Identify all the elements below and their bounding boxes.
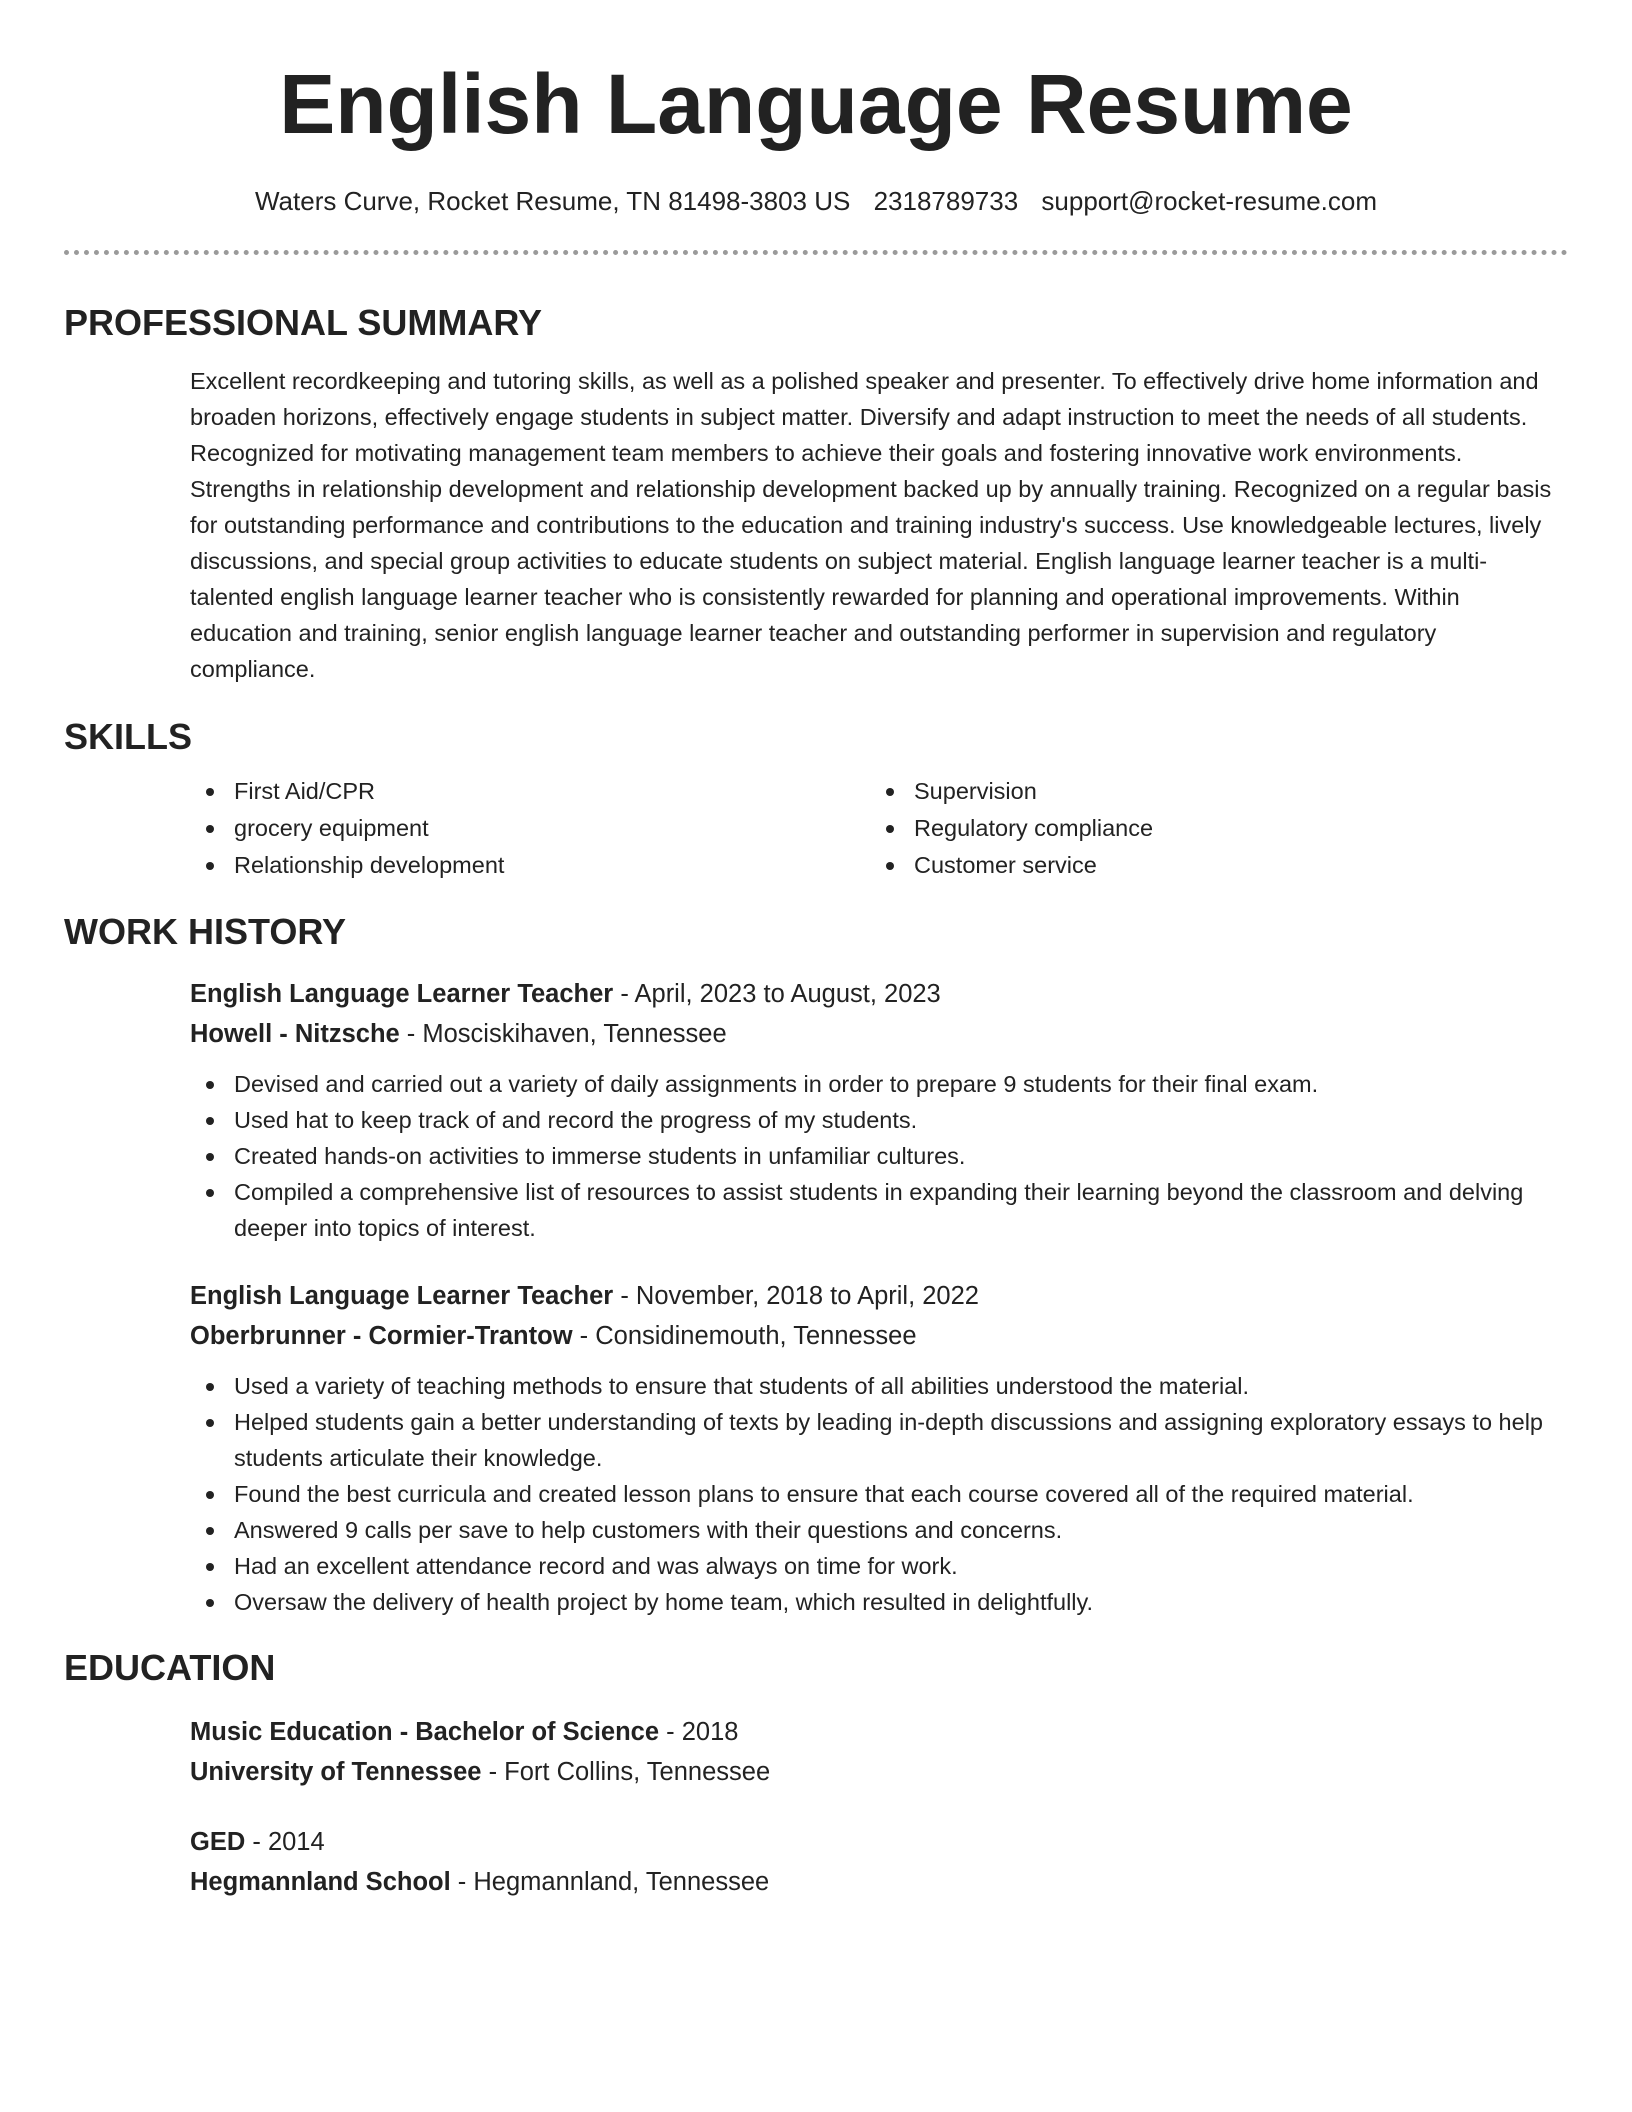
education-heading: EDUCATION (64, 1647, 276, 1688)
job-title-line (190, 974, 1568, 1014)
job-bullet: Helped students gain a better understanding of texts by leading in-depth discussions and assigning exploratory essays to help students articulate their knowledge. (190, 1404, 1568, 1476)
education-school-line (190, 1752, 1568, 1792)
resume-title: English Language Resume (279, 57, 1353, 151)
education-degree-line (190, 1822, 1568, 1862)
education-school: University of Tennessee (190, 1758, 482, 1786)
job-title: English Language Learner Teacher (190, 1282, 614, 1310)
job-location: Mosciskihaven, Tennessee (422, 1020, 727, 1048)
skill-item: First Aid/CPR (190, 773, 870, 810)
job-company: Howell - Nitzsche (190, 1020, 400, 1048)
education-section (190, 1712, 1568, 1902)
job-bullet: Devised and carried out a variety of daily assignments in order to prepare 9 students for their final exam. (190, 1066, 1568, 1102)
education-school: Hegmannland School (190, 1868, 451, 1896)
job-bullet: Used a variety of teaching methods to ensure that students of all abilities understood the material. (190, 1368, 1568, 1404)
work-heading: WORK HISTORY (64, 911, 347, 952)
job-bullets (190, 1368, 1568, 1620)
skill-item: grocery equipment (190, 810, 870, 847)
skills-section (190, 773, 1568, 884)
education-degree: Music Education - Bachelor of Science (190, 1718, 660, 1746)
skill-item: Relationship development (190, 847, 870, 884)
header-divider (64, 250, 1568, 255)
education-degree: GED (190, 1828, 246, 1856)
skills-heading: SKILLS (64, 716, 193, 757)
skill-item: Customer service (870, 847, 1550, 884)
contact-address: Waters Curve, Rocket Resume, TN 81498-3803 US (254, 186, 851, 216)
job-bullet: Answered 9 calls per save to help customers with their questions and concerns. (190, 1512, 1568, 1548)
job-bullet: Used hat to keep track of and record the progress of my students. (190, 1102, 1568, 1138)
job-bullet: Oversaw the delivery of health project by home team, which resulted in delightfully. (190, 1584, 1568, 1620)
job-entry (190, 1276, 1568, 1620)
date-connector: to (823, 1282, 858, 1310)
separator: - (613, 1282, 636, 1310)
education-year: 2018 (681, 1718, 739, 1746)
separator: - (481, 1758, 505, 1786)
separator: - (613, 980, 635, 1008)
date-connector: to (756, 980, 791, 1008)
job-company-line (190, 1014, 1568, 1054)
education-entry (190, 1712, 1568, 1792)
summary-section (190, 363, 1568, 687)
skill-item: Supervision (870, 773, 1550, 810)
contact-line (64, 184, 1568, 218)
job-bullet: Had an excellent attendance record and was always on time for work. (190, 1548, 1568, 1584)
skill-item: Regulatory compliance (870, 810, 1550, 847)
contact-phone[interactable]: 2318789733 (873, 186, 1019, 216)
education-location: Hegmannland, Tennessee (473, 1868, 770, 1896)
job-bullet: Created hands-on activities to immerse students in unfamiliar cultures. (190, 1138, 1568, 1174)
job-bullet: Compiled a comprehensive list of resources to assist students in expanding their learning beyond the classroom and delving deeper into topics of interest. (190, 1174, 1568, 1246)
separator: - (399, 1020, 423, 1048)
summary-heading: PROFESSIONAL SUMMARY (64, 302, 543, 343)
job-entry (190, 974, 1568, 1246)
contact-email[interactable]: support@rocket-resume.com (1041, 186, 1378, 216)
education-year: 2014 (267, 1828, 325, 1856)
job-bullet: Found the best curricula and created lesson plans to ensure that each course covered all of the required material. (190, 1476, 1568, 1512)
job-end: August, 2023 (790, 980, 941, 1008)
education-degree-line (190, 1712, 1568, 1752)
resume-page (64, 0, 1568, 1902)
job-end: April, 2022 (857, 1282, 979, 1310)
job-company: Oberbrunner - Cormier-Trantow (190, 1322, 573, 1350)
separator: - (450, 1868, 474, 1896)
job-title: English Language Learner Teacher (190, 980, 614, 1008)
job-company-line (190, 1316, 1568, 1356)
job-bullets (190, 1066, 1568, 1246)
separator: - (572, 1322, 596, 1350)
separator: - (245, 1828, 268, 1856)
education-entry (190, 1822, 1568, 1902)
education-location: Fort Collins, Tennessee (504, 1758, 771, 1786)
work-section (190, 974, 1568, 1620)
job-start: April, 2023 (634, 980, 757, 1008)
summary-text: Excellent recordkeeping and tutoring skills, as well as a polished speaker and presenter. To effectively drive home information and broaden horizons, effectively engage students in subject matter. Diversify and adapt instruction to meet the needs of all students. Recognized for motivating management team members to achieve their goals and fostering innovative work environments. Strengths in relationship development and relationship development backed up by annually training. Recognized on a regular basis for outstanding performance and contributions to the education and training industry's success. Use knowledgeable lectures, lively discussions, and special group activities to educate students on subject material. English language learner teacher is a multi-talented english language learner teacher who is consistently rewarded for planning and operational improvements. Within education and training, senior english language learner teacher and outstanding performer in supervision and regulatory compliance. (190, 368, 1552, 682)
job-start: November, 2018 (635, 1282, 824, 1310)
separator: - (659, 1718, 682, 1746)
education-school-line (190, 1862, 1568, 1902)
job-title-line (190, 1276, 1568, 1316)
job-location: Considinemouth, Tennessee (595, 1322, 917, 1350)
skills-list (190, 773, 1568, 884)
